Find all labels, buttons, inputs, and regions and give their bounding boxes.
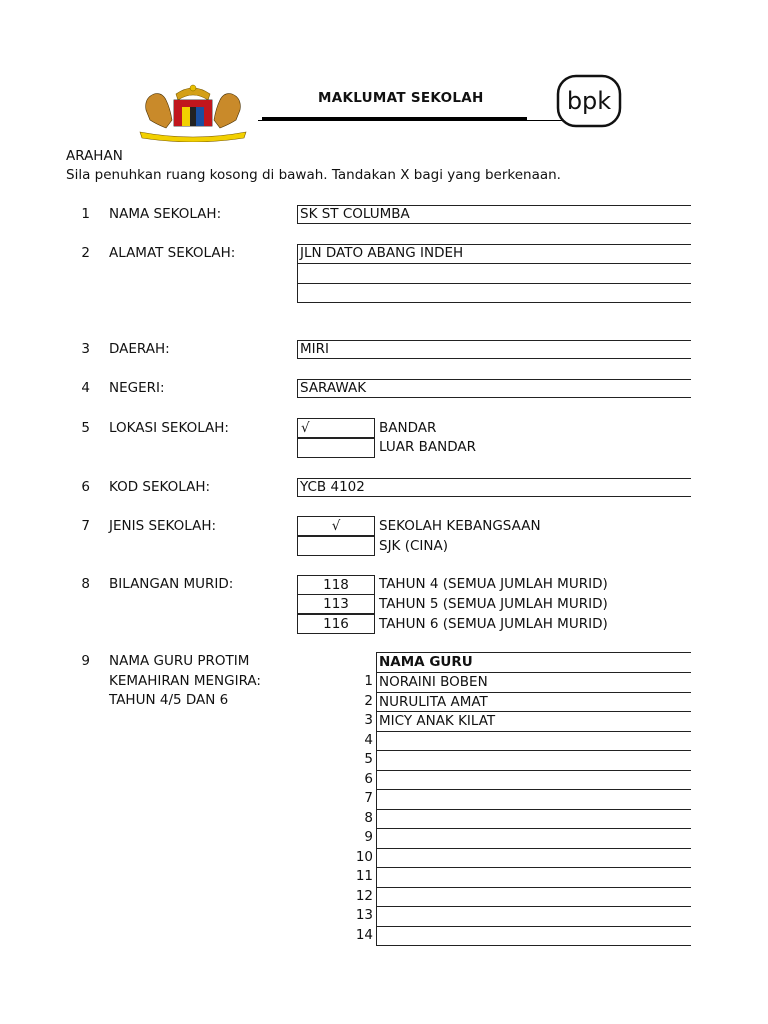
teacher-label-line-1: NAMA GURU PROTIM bbox=[109, 653, 250, 669]
item-number: 2 bbox=[81, 245, 90, 261]
item-number: 5 bbox=[81, 420, 90, 436]
teacher-row-number: 7 bbox=[364, 790, 373, 806]
teacher-name-field[interactable] bbox=[376, 809, 691, 829]
teacher-name-field[interactable] bbox=[376, 848, 691, 868]
location-label: LOKASI SEKOLAH: bbox=[109, 420, 229, 436]
teacher-row-number: 2 bbox=[364, 693, 373, 709]
tahun-4-label: TAHUN 4 (SEMUA JUMLAH MURID) bbox=[379, 576, 608, 592]
school-address-label: ALAMAT SEKOLAH: bbox=[109, 245, 236, 261]
teacher-name-field[interactable] bbox=[376, 731, 691, 751]
type-sjk-cina-checkbox[interactable] bbox=[297, 536, 375, 556]
teacher-name-field[interactable] bbox=[376, 789, 691, 809]
teacher-row-number: 11 bbox=[355, 868, 373, 884]
district-label: DAERAH: bbox=[109, 341, 170, 357]
teacher-row-number: 9 bbox=[364, 829, 373, 845]
item-number: 1 bbox=[81, 206, 90, 222]
item-number: 3 bbox=[81, 341, 90, 357]
location-bandar-label: BANDAR bbox=[379, 420, 437, 436]
school-type-label: JENIS SEKOLAH: bbox=[109, 518, 217, 534]
state-label: NEGERI: bbox=[109, 380, 165, 396]
instructions-text: Sila penuhkan ruang kosong di bawah. Tandakan X bagi yang berkenaan. bbox=[66, 167, 561, 183]
tahun-6-count-field[interactable]: 116 bbox=[297, 614, 375, 634]
item-number: 8 bbox=[81, 576, 90, 592]
teacher-name-field[interactable] bbox=[376, 926, 691, 946]
school-name-label: NAMA SEKOLAH: bbox=[109, 206, 222, 222]
district-field[interactable]: MIRI bbox=[297, 340, 691, 359]
teacher-name-field[interactable] bbox=[376, 828, 691, 848]
teacher-row-number: 5 bbox=[364, 751, 373, 767]
bpk-logo-text: bpk bbox=[566, 87, 612, 115]
item-number: 4 bbox=[81, 380, 90, 396]
location-bandar-checkbox[interactable]: √ bbox=[297, 418, 375, 438]
teacher-name-field[interactable] bbox=[376, 770, 691, 790]
address-line-1-field[interactable]: JLN DATO ABANG INDEH bbox=[297, 244, 691, 264]
teacher-row-number: 8 bbox=[364, 810, 373, 826]
teacher-name-field[interactable] bbox=[376, 906, 691, 926]
student-count-label: BILANGAN MURID: bbox=[109, 576, 234, 592]
teacher-row-number: 12 bbox=[355, 888, 373, 904]
teacher-name-field[interactable] bbox=[376, 867, 691, 887]
teacher-table-header: NAMA GURU bbox=[376, 652, 691, 672]
teacher-label-line-3: TAHUN 4/5 DAN 6 bbox=[109, 692, 229, 708]
item-number: 9 bbox=[81, 653, 90, 669]
address-line-2-field[interactable] bbox=[297, 263, 691, 284]
malaysia-coat-of-arms-icon bbox=[136, 80, 250, 142]
type-sjk-cina-label: SJK (CINA) bbox=[379, 538, 448, 554]
teacher-row-number: 14 bbox=[355, 927, 373, 943]
teacher-name-field[interactable] bbox=[376, 887, 691, 907]
item-number: 6 bbox=[81, 479, 90, 495]
tahun-6-label: TAHUN 6 (SEMUA JUMLAH MURID) bbox=[379, 616, 608, 632]
page-title: MAKLUMAT SEKOLAH bbox=[318, 90, 484, 106]
tahun-5-count-field[interactable]: 113 bbox=[297, 594, 375, 614]
teacher-row-number: 13 bbox=[355, 907, 373, 923]
school-code-field[interactable]: YCB 4102 bbox=[297, 478, 691, 497]
teacher-name-field[interactable]: NURULITA AMAT bbox=[376, 692, 691, 712]
teacher-row-number: 6 bbox=[364, 771, 373, 787]
teacher-row-number: 1 bbox=[364, 673, 373, 689]
teacher-label-line-2: KEMAHIRAN MENGIRA: bbox=[109, 673, 261, 689]
teacher-row-number: 3 bbox=[364, 712, 373, 728]
teacher-row-number: 4 bbox=[364, 732, 373, 748]
instructions-heading: ARAHAN bbox=[66, 148, 123, 164]
state-field[interactable]: SARAWAK bbox=[297, 379, 691, 398]
bpk-logo-icon bbox=[556, 74, 622, 128]
type-kebangsaan-label: SEKOLAH KEBANGSAAN bbox=[379, 518, 541, 534]
title-underline-thin bbox=[258, 120, 563, 121]
tahun-4-count-field[interactable]: 118 bbox=[297, 575, 375, 595]
address-line-3-field[interactable] bbox=[297, 283, 691, 303]
teacher-row-number: 10 bbox=[355, 849, 373, 865]
teacher-name-field[interactable] bbox=[376, 750, 691, 770]
teacher-name-field[interactable]: MICY ANAK KILAT bbox=[376, 711, 691, 731]
school-name-field[interactable]: SK ST COLUMBA bbox=[297, 205, 691, 224]
school-code-label: KOD SEKOLAH: bbox=[109, 479, 211, 495]
location-luar-bandar-label: LUAR BANDAR bbox=[379, 439, 477, 455]
type-kebangsaan-checkbox[interactable]: √ bbox=[297, 516, 375, 536]
item-number: 7 bbox=[81, 518, 90, 534]
tahun-5-label: TAHUN 5 (SEMUA JUMLAH MURID) bbox=[379, 596, 608, 612]
teacher-name-field[interactable]: NORAINI BOBEN bbox=[376, 672, 691, 692]
location-luar-bandar-checkbox[interactable] bbox=[297, 438, 375, 458]
